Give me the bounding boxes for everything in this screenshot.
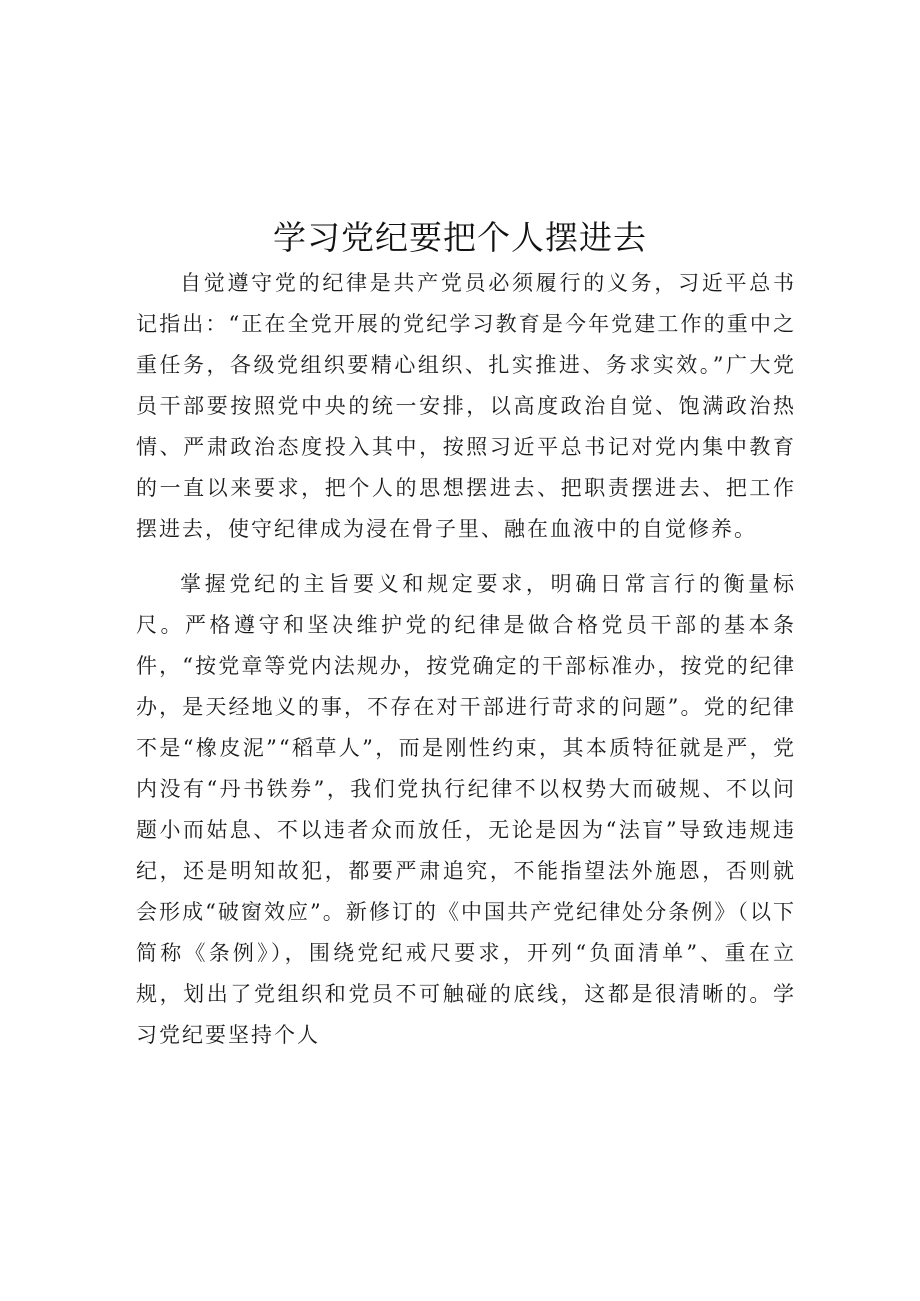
paragraph-2: 掌握党纪的主旨要义和规定要求，明确日常言行的衡量标尺。严格遵守和坚决维护党的纪律是做合格党员干部的基本条件，“按党章等党内法规办，按党确定的干部标准办，按党的纪律办，是天经地义的事，不存在对干部进行苛求的问题”。党的纪律不是“橡皮泥”“稻草人”，而是刚性约束，其本质特征就是严，党内没有“丹书铁券”，我们党执行纪律不以权势大而破规、不以问题小而姑息、不以违者众而放任，无论是因为“法盲”导致违规违纪，还是明知故犯，都要严肃追究，不能指望法外施恩，否则就会形成“破窗效应”。新修订的《中国共产党纪律处分条例》（以下简称《条例》），围绕党纪戒尺要求，开列“负面清单”、重在立规，划出了党组织和党员不可触碰的底线，这都是很清晰的。学习党纪要坚持个人 [136,572,796,1047]
document-title: 学习党纪要把个人摆进去 [273,218,647,257]
paragraph-1: 自觉遵守党的纪律是共产党员必须履行的义务，习近平总书记指出：“正在全党开展的党纪学习教育是今年党建工作的重中之重任务，各级党组织要精心组织、扎实推进、务求实效。”广大党员干部要按照党中央的统一安排，以高度政治自觉、饱满政治热情、严肃政治态度投入其中，按照习近平总书记对党内集中教育的一直以来要求，把个人的思想摆进去、把职责摆进去、把工作摆进去，使守纪律成为浸在骨子里、融在血液中的自觉修养。 [136,271,796,541]
